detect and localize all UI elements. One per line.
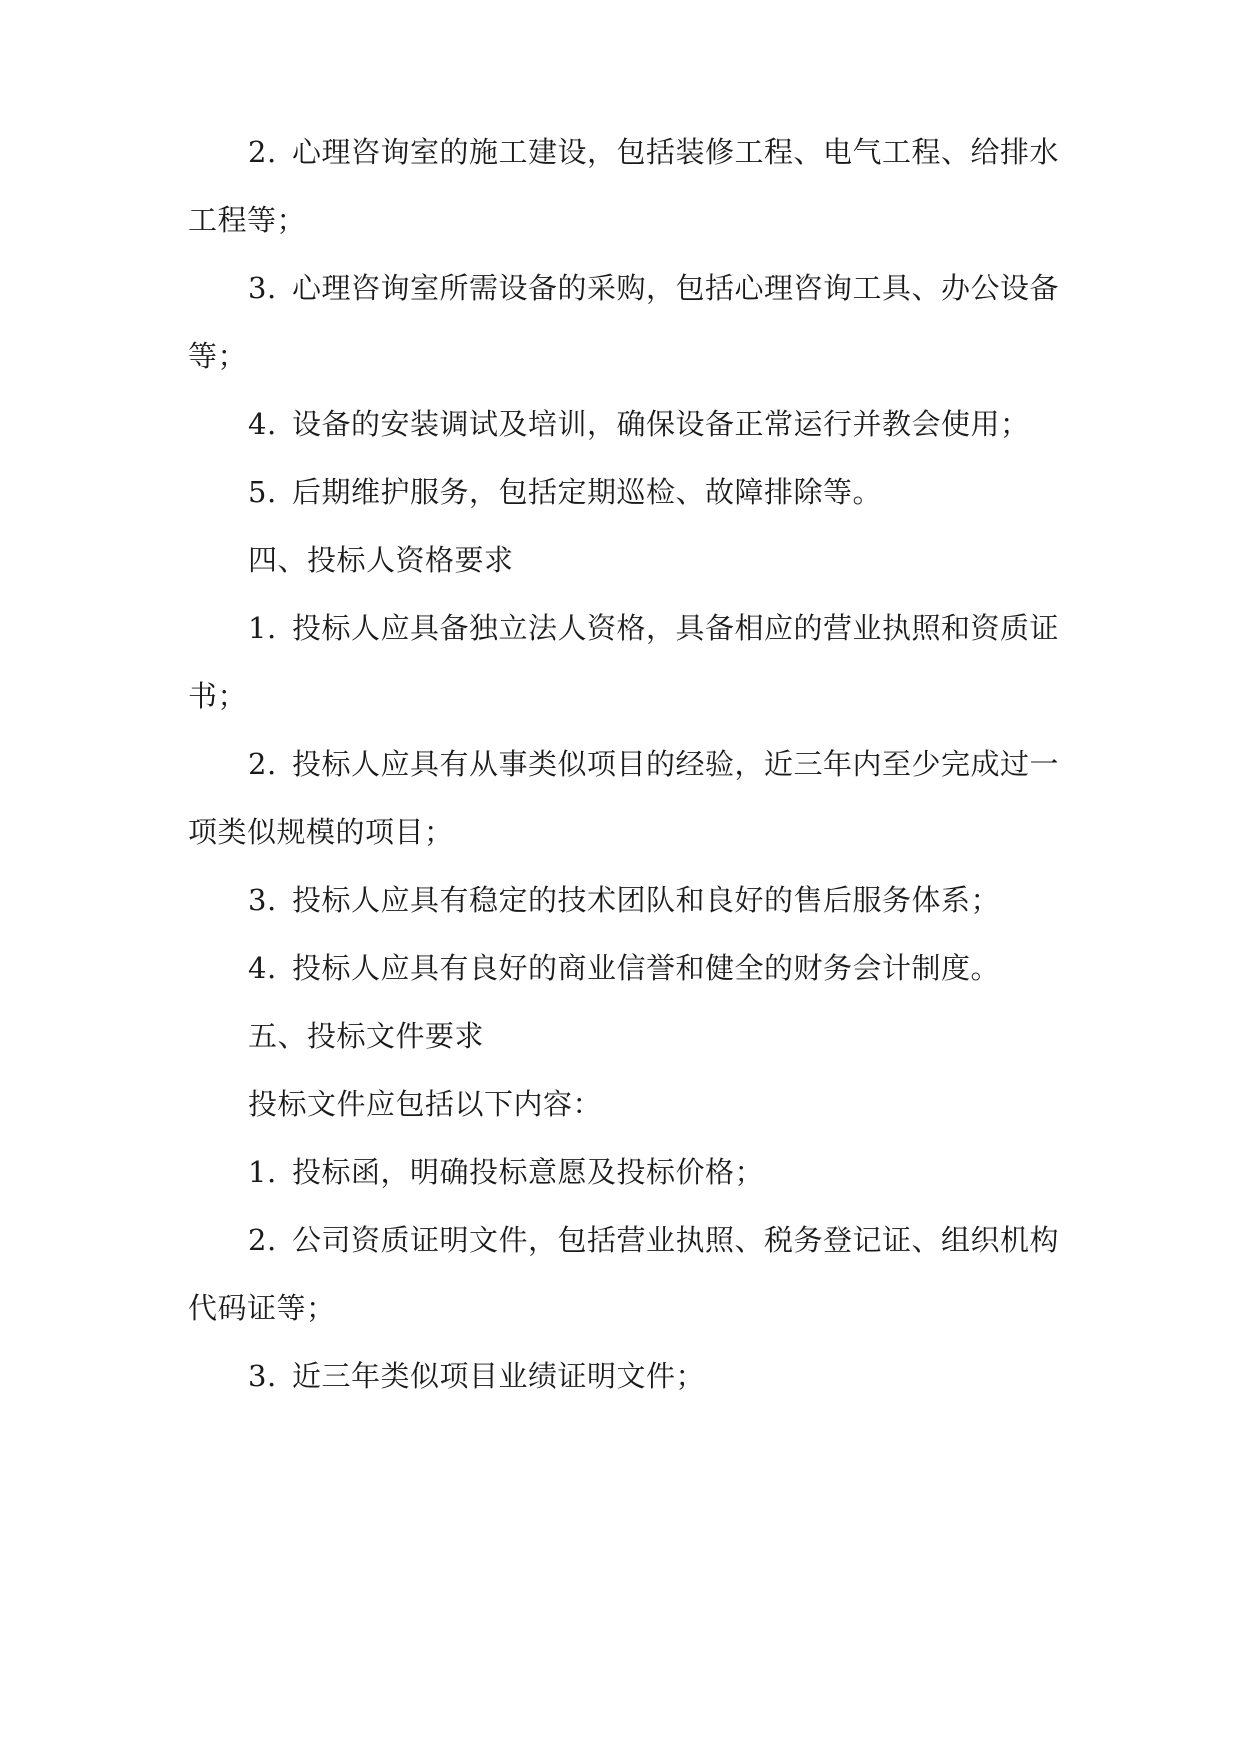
item-text: 心理咨询室所需设备的采购，包括心理咨询工具、办公设备 xyxy=(292,271,1060,305)
qualification-item-2 xyxy=(248,740,1118,788)
item-text: 设备的安装调试及培训，确保设备正常运行并教会使用； xyxy=(292,407,1030,441)
list-item-2 xyxy=(248,128,1118,176)
list-item-2-continuation: 工程等； xyxy=(188,203,307,237)
document-item-3 xyxy=(248,1352,1118,1400)
list-item-3 xyxy=(248,264,1118,312)
item-text: 近三年类似项目业绩证明文件； xyxy=(292,1359,706,1393)
section-heading-5: 五、投标文件要求 xyxy=(248,1019,485,1053)
qualification-item-2-continuation: 项类似规模的项目； xyxy=(188,815,454,849)
item-number: 2. xyxy=(248,1223,277,1257)
item-number: 1. xyxy=(248,611,277,645)
document-item-2 xyxy=(248,1216,1118,1264)
item-text: 投标函，明确投标意愿及投标价格； xyxy=(292,1155,765,1189)
item-text: 投标人应具有从事类似项目的经验，近三年内至少完成过一 xyxy=(292,747,1060,781)
item-text: 心理咨询室的施工建设，包括装修工程、电气工程、给排水 xyxy=(292,135,1060,169)
item-number: 2. xyxy=(248,135,277,169)
qualification-item-1 xyxy=(248,604,1118,652)
item-number: 4. xyxy=(248,407,277,441)
item-text: 投标人应具备独立法人资格，具备相应的营业执照和资质证 xyxy=(292,611,1060,645)
document-item-1 xyxy=(248,1148,1118,1196)
item-text: 公司资质证明文件，包括营业执照、税务登记证、组织机构 xyxy=(292,1223,1060,1257)
item-number: 2. xyxy=(248,747,277,781)
list-item-3-continuation: 等； xyxy=(188,339,248,373)
intro-paragraph: 投标文件应包括以下内容： xyxy=(248,1087,603,1121)
item-number: 3. xyxy=(248,883,277,917)
item-number: 5. xyxy=(248,475,277,509)
item-text: 投标人应具有稳定的技术团队和良好的售后服务体系； xyxy=(292,883,1001,917)
item-number: 3. xyxy=(248,1359,277,1393)
section-heading-4: 四、投标人资格要求 xyxy=(248,543,514,577)
item-text: 后期维护服务，包括定期巡检、故障排除等。 xyxy=(292,475,883,509)
qualification-item-3 xyxy=(248,876,1118,924)
item-number: 4. xyxy=(248,951,277,985)
qualification-item-1-continuation: 书； xyxy=(188,679,248,713)
item-number: 3. xyxy=(248,271,277,305)
item-number: 1. xyxy=(248,1155,277,1189)
document-item-2-continuation: 代码证等； xyxy=(188,1291,336,1325)
item-text: 投标人应具有良好的商业信誉和健全的财务会计制度。 xyxy=(292,951,1001,985)
qualification-item-4 xyxy=(248,944,1118,992)
list-item-5 xyxy=(248,468,1118,516)
list-item-4 xyxy=(248,400,1118,448)
